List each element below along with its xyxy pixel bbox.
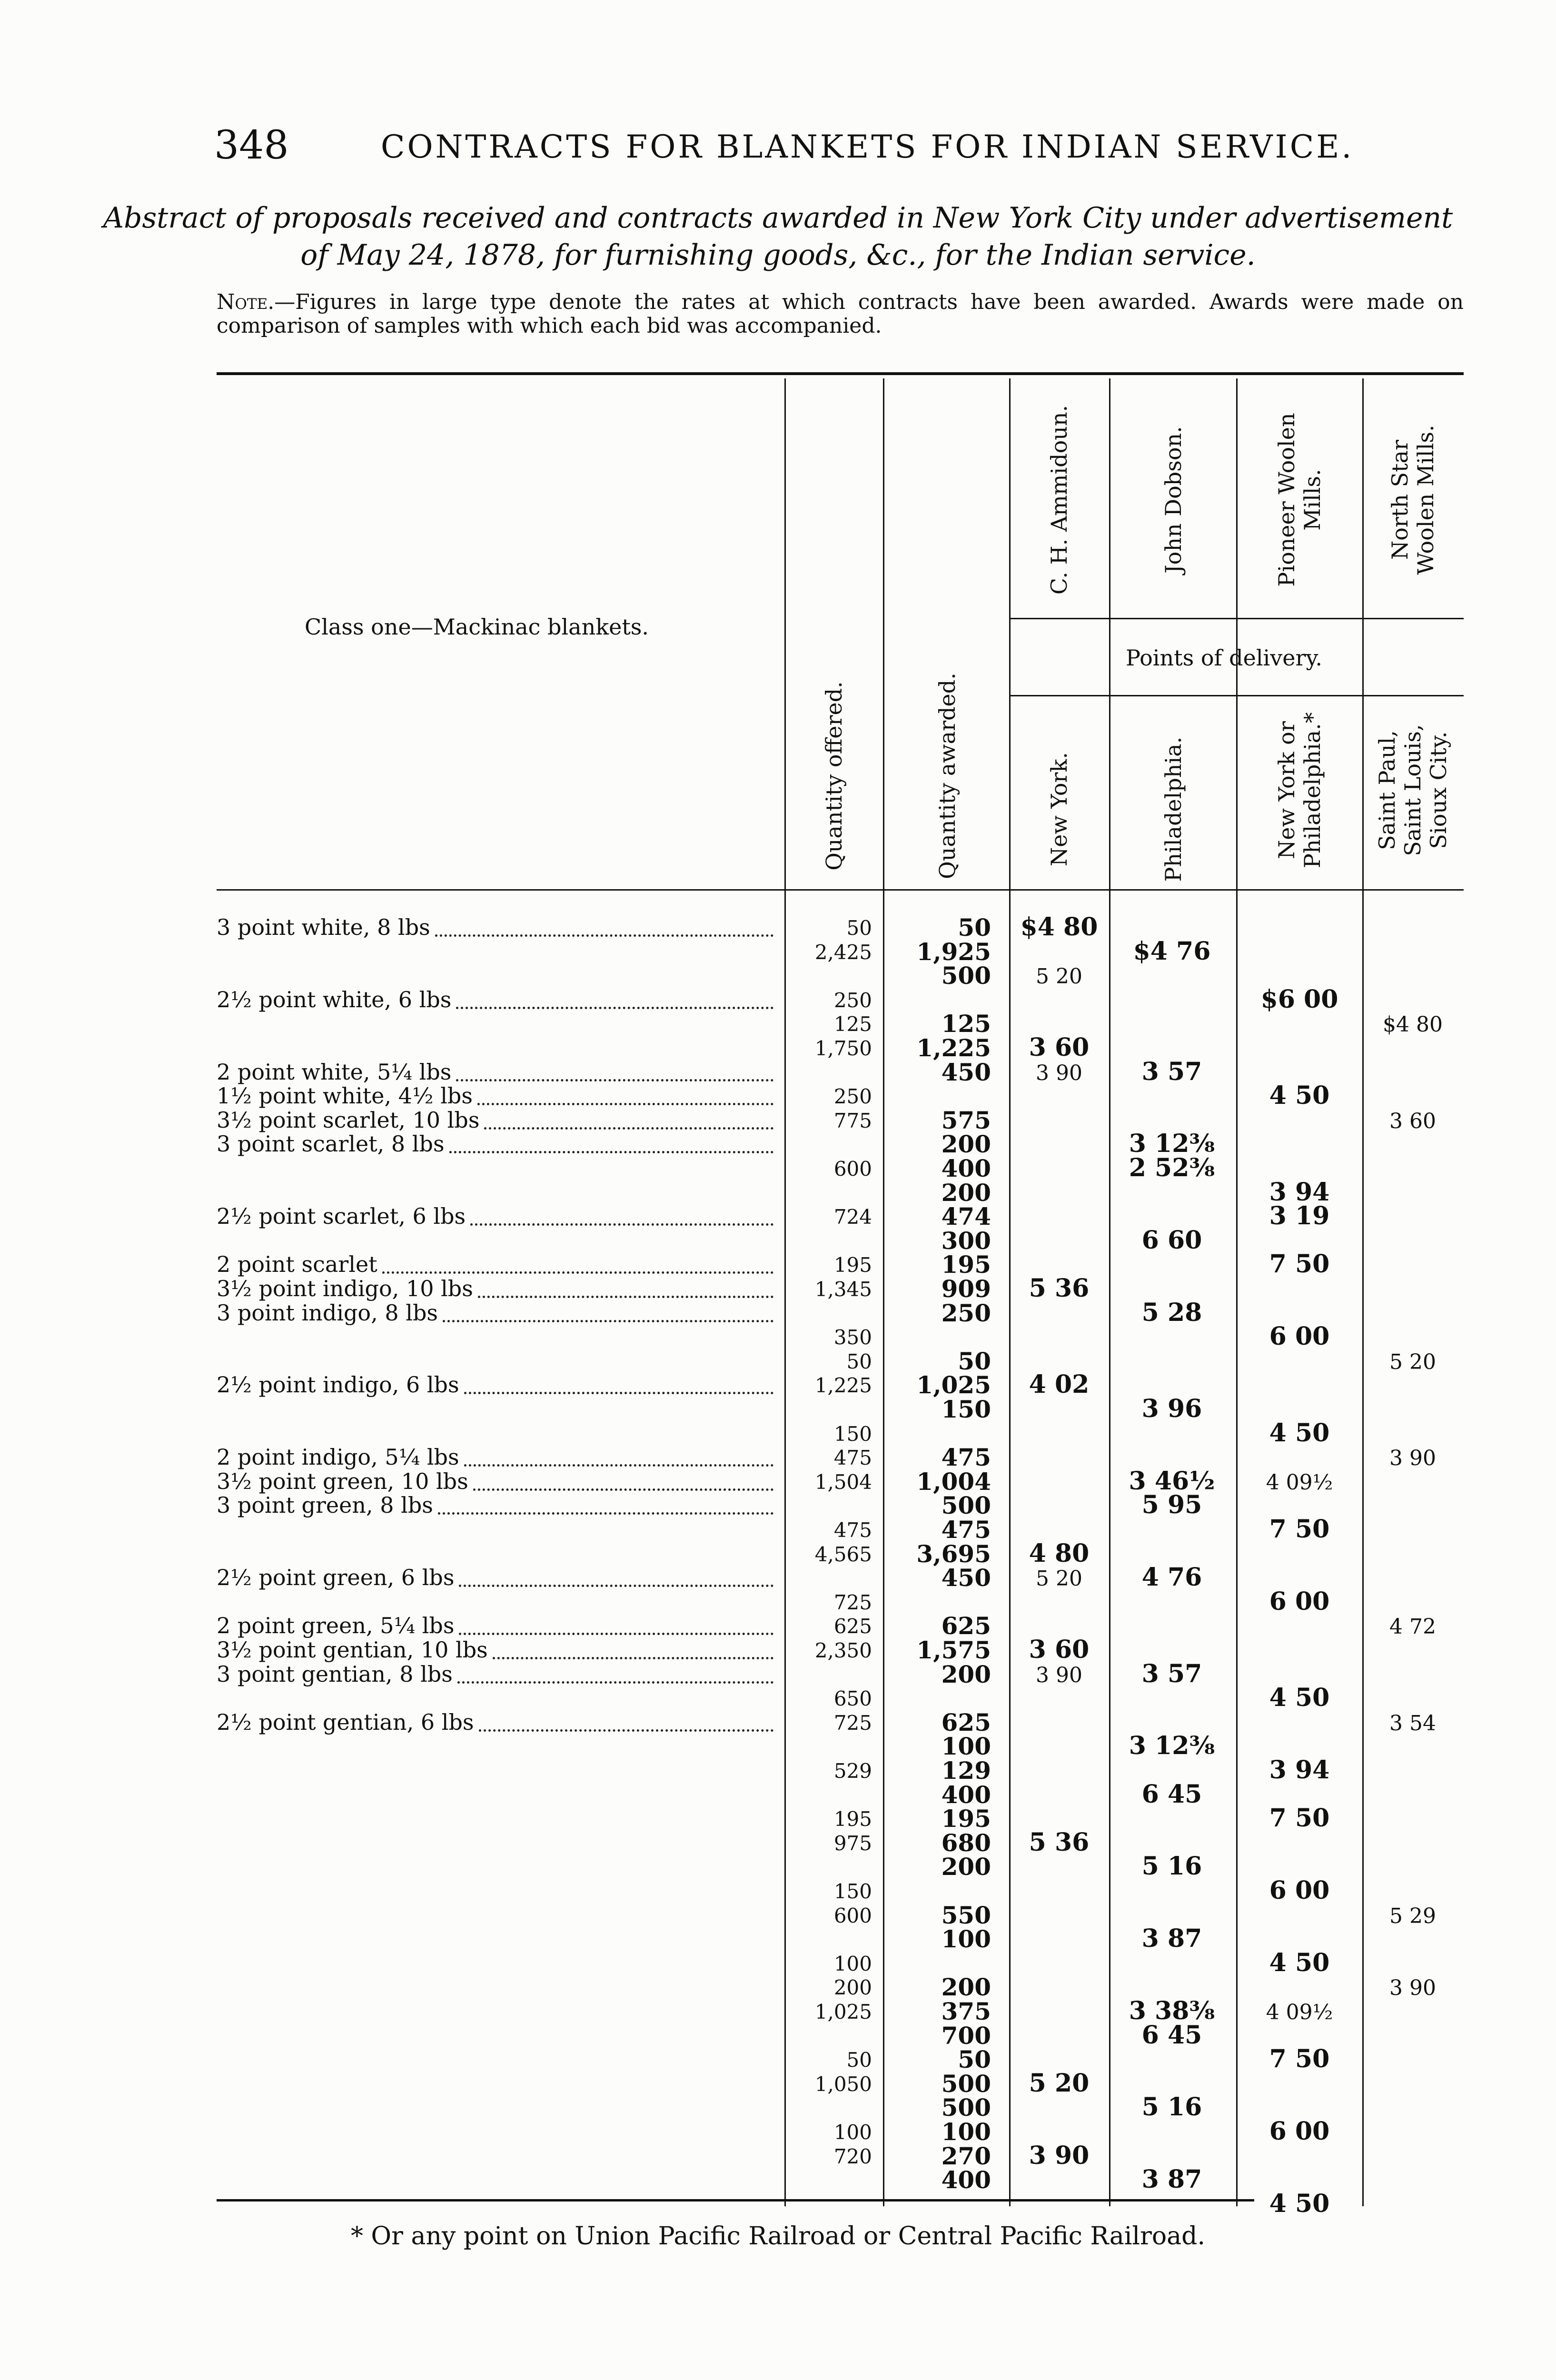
abstract-line-1: Abstract of proposals received and contracts awarded in New York City under advertisement <box>103 201 1453 235</box>
quantity-offered-cell: 475 <box>833 1446 872 1469</box>
bid-price-cell: 5 16 <box>1141 2092 1202 2122</box>
quantity-awarded-cell: 700 <box>941 2022 991 2050</box>
item-label: 3 point indigo, 8 lbs <box>217 1300 438 1326</box>
leader-dots <box>493 1657 773 1659</box>
bid-price-cell: 5 20 <box>1389 1350 1436 1374</box>
bid-price-cell: 3 12⅜ <box>1129 1731 1215 1760</box>
bid-price-cell: 5 16 <box>1141 1852 1202 1881</box>
quantity-offered-cell: 195 <box>833 1807 872 1831</box>
item-label: 2½ point white, 6 lbs <box>217 987 452 1012</box>
bid-price-cell: 6 60 <box>1141 1226 1202 1255</box>
bid-price-cell: 3 54 <box>1389 1711 1436 1735</box>
bid-price-cell: 3 90 <box>1389 1976 1436 2000</box>
col-quantity-awarded: Quantity awarded. <box>934 673 960 879</box>
table-top-rule <box>217 372 1464 375</box>
bid-price-cell: 7 50 <box>1269 1250 1330 1279</box>
delivery-new-york: New York. <box>1046 752 1072 867</box>
bid-price-cell: 4 09½ <box>1266 2000 1333 2024</box>
header-bottom-rule <box>217 889 1464 891</box>
quantity-awarded-cell: 3,695 <box>916 1540 991 1568</box>
bid-price-cell: 6 00 <box>1269 1322 1330 1351</box>
quantity-awarded-cell: 270 <box>941 2142 991 2170</box>
delivery-rule <box>1011 695 1464 696</box>
quantity-awarded-cell: 100 <box>941 2118 991 2146</box>
quantity-awarded-cell: 1,004 <box>916 1468 991 1496</box>
quantity-awarded-cell: 200 <box>941 1179 991 1207</box>
bid-price-cell: 3 12⅜ <box>1129 1129 1215 1158</box>
bid-price-cell: 4 09½ <box>1266 1470 1333 1495</box>
quantity-awarded-cell: 500 <box>941 1491 991 1519</box>
quantity-offered-cell: 100 <box>833 2121 872 2144</box>
quantity-awarded-cell: 500 <box>941 2093 991 2122</box>
quantity-awarded-cell: 400 <box>941 2166 991 2194</box>
bid-price-cell: 4 72 <box>1389 1615 1436 1639</box>
item-label: 1½ point white, 4½ lbs <box>217 1083 473 1109</box>
quantity-offered-cell: 720 <box>833 2145 872 2168</box>
quantity-offered-cell: 2,350 <box>814 1639 872 1662</box>
bid-price-cell: 3 90 <box>1036 1663 1082 1687</box>
leader-dots <box>478 1296 773 1298</box>
bid-price-cell: 3 60 <box>1029 1635 1090 1664</box>
quantity-offered-cell: 150 <box>833 1880 872 1903</box>
item-label: 3 point green, 8 lbs <box>217 1492 433 1518</box>
note <box>217 290 1464 338</box>
item-label: 2 point white, 5¼ lbs <box>217 1059 452 1085</box>
bid-price-cell: 3 19 <box>1269 1201 1330 1230</box>
bid-price-cell: 5 95 <box>1141 1490 1202 1519</box>
bid-price-cell: 6 45 <box>1141 2021 1202 2050</box>
bid-price-cell: 4 50 <box>1269 1418 1330 1448</box>
quantity-offered-cell: 775 <box>833 1109 872 1132</box>
leader-dots <box>459 1633 773 1635</box>
bid-price-cell: 4 50 <box>1269 1081 1330 1110</box>
quantity-offered-cell: 350 <box>833 1326 872 1349</box>
delivery-philadelphia: Philadelphia. <box>1160 736 1186 882</box>
quantity-offered-cell: 250 <box>833 1085 872 1108</box>
bid-price-cell: 3 46½ <box>1129 1467 1215 1496</box>
bid-price-cell: 4 02 <box>1029 1370 1090 1399</box>
quantity-awarded-cell: 450 <box>941 1564 991 1592</box>
quantity-offered-cell: 195 <box>833 1253 872 1277</box>
bid-price-cell: 3 60 <box>1389 1109 1436 1133</box>
bid-price-cell: 5 36 <box>1029 1274 1090 1303</box>
delivery-west: Saint Paul, Saint Louis, Sioux City. <box>1374 724 1451 856</box>
quantity-awarded-cell: 909 <box>941 1275 991 1303</box>
quantity-awarded-cell: 200 <box>941 1973 991 2001</box>
quantity-awarded-cell: 1,925 <box>916 938 991 966</box>
bid-price-cell: $4 76 <box>1133 937 1211 966</box>
item-label: 2½ point gentian, 6 lbs <box>217 1709 474 1735</box>
delivery-ny-or-phila: New York or Philadelphia.* <box>1274 712 1325 868</box>
bid-price-cell: 6 00 <box>1269 1587 1330 1616</box>
bid-price-cell: 6 00 <box>1269 2117 1330 2146</box>
quantity-awarded-cell: 50 <box>958 2045 991 2073</box>
bid-price-cell: 5 20 <box>1036 1567 1082 1591</box>
quantity-offered-cell: 150 <box>833 1422 872 1446</box>
bid-price-cell: 3 57 <box>1141 1659 1202 1688</box>
quantity-awarded-cell: 500 <box>941 962 991 990</box>
item-label: 2½ point indigo, 6 lbs <box>217 1372 459 1398</box>
item-label: 3½ point gentian, 10 lbs <box>217 1637 488 1663</box>
leader-dots <box>484 1127 773 1130</box>
quantity-awarded-cell: 100 <box>941 1925 991 1953</box>
leader-dots <box>443 1320 773 1322</box>
quantity-offered-cell: 600 <box>833 1157 872 1180</box>
quantity-awarded-cell: 200 <box>941 1130 991 1158</box>
leader-dots <box>459 1585 773 1587</box>
quantity-offered-cell: 200 <box>833 1976 872 1999</box>
leader-dots <box>470 1223 773 1226</box>
col-rule <box>883 378 884 2206</box>
bid-price-cell: 6 45 <box>1141 1780 1202 1809</box>
quantity-awarded-cell: 475 <box>941 1443 991 1471</box>
leader-dots <box>464 1392 773 1394</box>
bid-price-cell: 3 87 <box>1141 1924 1202 1953</box>
leader-dots <box>438 1512 773 1515</box>
bid-price-cell: 3 90 <box>1029 2141 1090 2170</box>
quantity-offered-cell: 250 <box>833 989 872 1012</box>
item-label: 3 point scarlet, 8 lbs <box>217 1131 445 1157</box>
quantity-offered-cell: 50 <box>846 2048 872 2072</box>
bid-price-cell: 7 50 <box>1269 1804 1330 1833</box>
item-label: 2½ point green, 6 lbs <box>217 1565 455 1590</box>
bidder-pioneer: Pioneer Woolen Mills. <box>1274 413 1325 587</box>
bid-price-cell: 5 28 <box>1141 1298 1202 1327</box>
item-label: 3½ point indigo, 10 lbs <box>217 1276 473 1301</box>
quantity-offered-cell: 100 <box>833 1952 872 1975</box>
bid-price-cell: $4 80 <box>1020 912 1098 942</box>
leader-dots <box>473 1488 773 1491</box>
col-rule <box>784 378 786 2206</box>
quantity-awarded-cell: 125 <box>941 1010 991 1038</box>
item-label: 3 point gentian, 8 lbs <box>217 1661 453 1687</box>
col-rule <box>1109 378 1110 2206</box>
col-rule <box>1009 378 1011 2206</box>
quantity-awarded-cell: 200 <box>941 1853 991 1881</box>
bid-price-cell: 5 36 <box>1029 1828 1090 1857</box>
quantity-offered-cell: 1,025 <box>814 2000 872 2023</box>
quantity-offered-cell: 724 <box>833 1205 872 1229</box>
bidder-ammidoun: C. H. Ammidoun. <box>1046 405 1072 595</box>
bidder-rule <box>1011 618 1464 619</box>
item-label: 2 point scarlet <box>217 1251 377 1277</box>
abstract-line-2: of May 24, 1878, for furnishing goods, &c., for the Indian service. <box>300 238 1256 272</box>
quantity-awarded-cell: 550 <box>941 1901 991 1929</box>
quantity-offered-cell: 975 <box>833 1832 872 1855</box>
leader-dots <box>435 934 773 937</box>
quantity-awarded-cell: 250 <box>941 1299 991 1327</box>
quantity-offered-cell: 125 <box>833 1012 872 1036</box>
item-label: 3½ point green, 10 lbs <box>217 1468 468 1494</box>
bid-price-cell: 4 50 <box>1269 1948 1330 1977</box>
bid-price-cell: 6 00 <box>1269 1876 1330 1905</box>
leader-dots <box>477 1103 773 1105</box>
page-number: 348 <box>214 123 289 168</box>
leader-dots <box>479 1729 774 1732</box>
quantity-offered-cell: 529 <box>833 1759 872 1783</box>
quantity-awarded-cell: 100 <box>941 1732 991 1760</box>
note-label: Note. <box>217 290 275 314</box>
quantity-offered-cell: 600 <box>833 1904 872 1927</box>
bid-price-cell: $6 00 <box>1260 985 1338 1014</box>
bid-price-cell: 3 94 <box>1269 1755 1330 1785</box>
quantity-awarded-cell: 150 <box>941 1395 991 1423</box>
bid-price-cell: $4 80 <box>1383 1012 1443 1037</box>
bid-price-cell: 3 38⅜ <box>1129 1996 1215 2025</box>
bid-price-cell: 4 76 <box>1141 1563 1202 1592</box>
quantity-awarded-cell: 1,225 <box>916 1034 991 1062</box>
bid-price-cell: 4 50 <box>1269 1683 1330 1712</box>
quantity-offered-cell: 1,750 <box>814 1037 872 1060</box>
col-rule <box>1362 378 1364 2206</box>
item-label: 3 point white, 8 lbs <box>217 914 430 940</box>
quantity-offered-cell: 1,225 <box>814 1374 872 1397</box>
item-label: 2 point green, 5¼ lbs <box>217 1613 455 1638</box>
points-of-delivery: Points of delivery. <box>1126 645 1322 671</box>
quantity-awarded-cell: 400 <box>941 1154 991 1182</box>
table-bottom-rule <box>217 2199 1254 2202</box>
quantity-awarded-cell: 400 <box>941 1781 991 1809</box>
footnote: * Or any point on Union Pacific Railroad or Central Pacific Railroad. <box>350 2222 1205 2251</box>
quantity-offered-cell: 1,345 <box>814 1278 872 1301</box>
leader-dots <box>449 1151 773 1153</box>
leader-dots <box>456 1079 773 1081</box>
bid-price-cell: 3 57 <box>1141 1057 1202 1086</box>
quantity-awarded-cell: 475 <box>941 1516 991 1544</box>
running-title: CONTRACTS FOR BLANKETS FOR INDIAN SERVICE. <box>381 129 1354 165</box>
bid-price-cell: 5 20 <box>1036 964 1082 989</box>
item-label: 2 point indigo, 5¼ lbs <box>217 1444 459 1470</box>
quantity-offered-cell: 725 <box>833 1591 872 1614</box>
quantity-awarded-cell: 474 <box>941 1202 991 1230</box>
quantity-awarded-cell: 129 <box>941 1756 991 1785</box>
item-label: 2½ point scarlet, 6 lbs <box>217 1203 466 1229</box>
quantity-awarded-cell: 195 <box>941 1250 991 1279</box>
quantity-awarded-cell: 625 <box>941 1612 991 1640</box>
quantity-awarded-cell: 500 <box>941 2070 991 2098</box>
quantity-offered-cell: 1,504 <box>814 1470 872 1494</box>
col-quantity-offered: Quantity offered. <box>821 681 847 871</box>
quantity-awarded-cell: 300 <box>941 1227 991 1255</box>
bid-price-cell: 3 60 <box>1029 1033 1090 1062</box>
quantity-offered-cell: 2,425 <box>814 941 872 964</box>
quantity-awarded-cell: 625 <box>941 1708 991 1736</box>
bidder-dobson: John Dobson. <box>1160 426 1186 574</box>
item-label: 3½ point scarlet, 10 lbs <box>217 1107 480 1133</box>
bid-price-cell: 2 52⅜ <box>1129 1153 1215 1182</box>
bid-price-cell: 3 90 <box>1036 1061 1082 1085</box>
bid-price-cell: 3 90 <box>1389 1446 1436 1470</box>
quantity-offered-cell: 625 <box>833 1615 872 1638</box>
quantity-offered-cell: 4,565 <box>814 1543 872 1566</box>
bid-price-cell: 7 50 <box>1269 2044 1330 2073</box>
bid-price-cell: 3 94 <box>1269 1178 1330 1207</box>
quantity-awarded-cell: 1,025 <box>916 1371 991 1399</box>
quantity-awarded-cell: 450 <box>941 1058 991 1086</box>
note-text: —Figures in large type denote the rates at which contracts have been awarded. Awards were made on comparison of samples with which each bid was accompanied. <box>217 290 1464 338</box>
bidder-north-star: North Star Woolen Mills. <box>1387 425 1438 575</box>
bid-price-cell: 4 50 <box>1269 2189 1330 2218</box>
quantity-awarded-cell: 1,575 <box>916 1636 991 1664</box>
bid-price-cell: 5 20 <box>1029 2069 1090 2098</box>
quantity-offered-cell: 1,050 <box>814 2073 872 2096</box>
leader-dots <box>382 1271 773 1274</box>
quantity-awarded-cell: 50 <box>958 1347 991 1375</box>
quantity-awarded-cell: 195 <box>941 1805 991 1833</box>
quantity-offered-cell: 650 <box>833 1687 872 1710</box>
quantity-offered-cell: 475 <box>833 1518 872 1542</box>
quantity-offered-cell: 725 <box>833 1711 872 1735</box>
leader-dots <box>464 1464 773 1467</box>
bid-price-cell: 5 29 <box>1389 1904 1436 1928</box>
quantity-awarded-cell: 680 <box>941 1829 991 1857</box>
quantity-awarded-cell: 375 <box>941 1997 991 2025</box>
quantity-awarded-cell: 200 <box>941 1660 991 1688</box>
quantity-offered-cell: 50 <box>846 1350 872 1373</box>
quantity-offered-cell: 50 <box>846 916 872 940</box>
bid-price-cell: 3 87 <box>1141 2165 1202 2194</box>
leader-dots <box>457 1681 773 1684</box>
class-heading: Class one—Mackinac blankets. <box>305 614 649 640</box>
quantity-awarded-cell: 575 <box>941 1106 991 1134</box>
leader-dots <box>456 1007 773 1009</box>
quantity-awarded-cell: 50 <box>958 913 991 942</box>
bid-price-cell: 3 96 <box>1141 1394 1202 1423</box>
bid-price-cell: 7 50 <box>1269 1515 1330 1544</box>
bid-price-cell: 4 80 <box>1029 1539 1090 1568</box>
